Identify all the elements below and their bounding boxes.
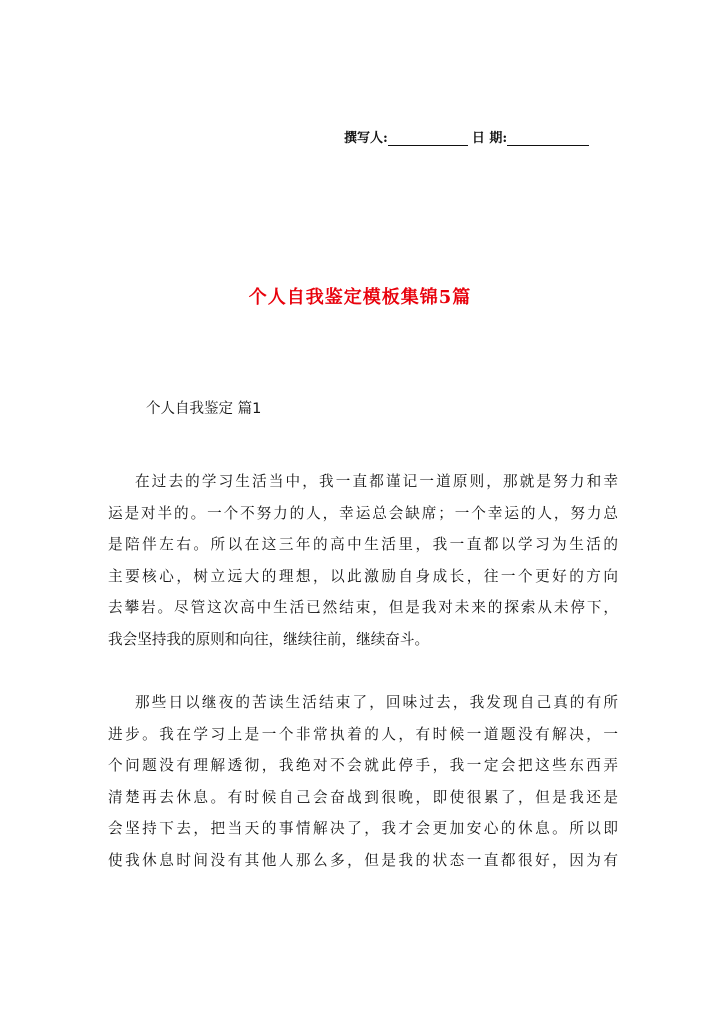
author-blank: [388, 131, 468, 146]
paragraph-line: 清楚再去休息。有时候自己会奋战到很晚，即使很累了，但是我还是: [108, 788, 618, 806]
author-label: 撰写人:: [344, 131, 388, 146]
paragraph-2: [108, 687, 618, 877]
paragraph-line: 会坚持下去，把当天的事情解决了，我才会更加安心的休息。所以即: [108, 820, 618, 838]
paragraph-1: [108, 466, 618, 656]
paragraph-line: 运是对半的。一个不努力的人，幸运总会缺席；一个幸运的人，努力总: [108, 504, 618, 522]
author-date-line: [344, 127, 589, 146]
date-blank: [507, 131, 589, 146]
date-label: 日 期:: [471, 131, 508, 146]
paragraph-line: 去攀岩。尽管这次高中生活已然结束，但是我对未来的探索从未停下，: [108, 599, 618, 617]
paragraph-line: 主要核心，树立远大的理想，以此激励自身成长，往一个更好的方向: [108, 567, 618, 585]
paragraph-line: 那些日以继夜的苦读生活结束了，回味过去，我发现自己真的有所: [135, 694, 618, 711]
paragraph-line: 是陪伴左右。所以在这三年的高中生活里，我一直都以学习为生活的: [108, 536, 618, 554]
paragraph-line: 在过去的学习生活当中，我一直都谨记一道原则，那就是努力和幸: [135, 473, 618, 490]
paragraph-line: 个问题没有理解透彻，我绝对不会就此停手，我一定会把这些东西弄: [108, 757, 618, 775]
paragraph-line: 使我休息时间没有其他人那么多，但是我的状态一直都很好，因为有: [108, 851, 618, 869]
section-title: 个人自我鉴定 篇1: [146, 401, 262, 417]
document-title: 个人自我鉴定模板集锦5篇: [248, 287, 472, 308]
paragraph-line: 我会坚持我的原则和向往，继续往前，继续奋斗。: [108, 630, 430, 648]
paragraph-line: 进步。我在学习上是一个非常执着的人，有时候一道题没有解决，一: [108, 725, 618, 743]
